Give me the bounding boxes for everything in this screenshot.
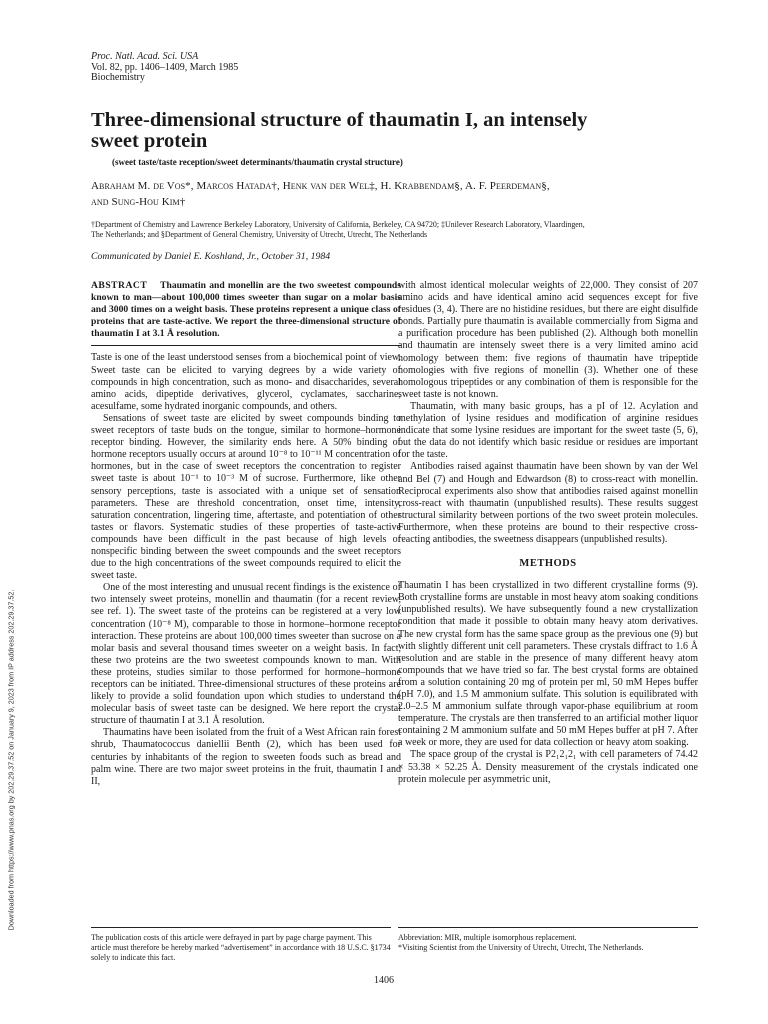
abstract	[91, 280, 401, 340]
article-title	[91, 110, 651, 152]
journal-name: Proc. Natl. Acad. Sci. USA	[91, 51, 199, 62]
visiting-scientist-footnote: *Visiting Scientist from the University of Utrecht, Utrecht, The Netherlands.	[398, 943, 644, 952]
journal-header	[91, 52, 238, 84]
paragraph: One of the most interesting and unusual recent findings is the existence of two intensely sweet proteins, monellin and thaumatin (for a recent review, see ref. 1). The sweet taste of the proteins can be registered at a very low concentration (10⁻⁸ M), comparable to those in hormone–hormone receptor interaction. These proteins are about 100,000 times sweeter than sucrose on a molar basis and several thousand times sweeter on a weight basis. In fact, these two proteins are the two sweetest compounds known to man. With these proteins, studies similar to those performed for hormone–hormone receptors can be initiated. Three-dimensional structures of these proteins are likely to provide a solid foundation upon which studies to understand the molecular basis of sweet taste can be designed. We here report the crystal structure of thaumatin I at 3.1 Å resolution.	[91, 582, 401, 727]
abbreviation-footnote: Abbreviation: MIR, multiple isomorphous replacement.	[398, 933, 577, 942]
paragraph: Thaumatins have been isolated from the fruit of a West African rain forest shrub, Thaumatococcus daniellii Benth (2), which has been used for centuries by inhabitants of the region to sweeten foods such as bread and palm wine. There are two major sweet proteins in the fruit, thaumatin I and II,	[91, 727, 401, 787]
journal-section: Biochemistry	[91, 72, 145, 83]
methods-heading: METHODS	[519, 558, 577, 570]
abstract-label: ABSTRACT	[91, 280, 148, 291]
paragraph: Sensations of sweet taste are elicited by sweet compounds binding to sweet receptors of taste buds on the tongue, similar to hormone–hormone receptor binding. However, the similarity ends here. A 50% binding of hormone receptors usually occurs at around 10⁻⁸ to 10⁻¹¹ M concentration of hormones, but in the case of sweet receptors the concentration to register sweet taste is about 10⁻¹ to 10⁻³ M of sucrose. Furthermore, like other sensory perceptions, taste is associated with a unique set of sensation parameters. These are threshold concentration, onset time, intensity, saturation concentration, lingering time, aftertaste, and potentiation of other tastes or flavors. Systematic studies of these properties of taste-active compounds have been difficult in the past because of high levels of nonspecific binding between the sweet compounds and the sweet receptors due to the high concentrations of the sweet compounds required to elicit the sweet taste.	[91, 412, 401, 582]
footnotes	[398, 927, 698, 953]
paragraph: with almost identical molecular weights of 22,000. They consist of 207 amino acids and have identical amino acid sequences except for five residues (3, 4). There are no histidine residues, but there are eight disulfide bonds. Partially pure thaumatin is available commercially from Sigma and a purification procedure has been published (2). Although both monellin and thaumatin are intensely sweet there is a very limited amino acid homology between them: five regions of thaumatin have tripeptide homologies with five regions of monellin (3). Whether one of these homologous tripeptides or any combination of them is responsible for the sweet taste is not known.	[398, 280, 698, 400]
affiliations	[91, 220, 711, 240]
paragraph: Antibodies raised against thaumatin have been shown by van der Wel and Bel (7) and Hough and Edwardson (8) to cross-react with monellin. Reciprocal experiments also show that antibodies raised against monellin cross-react with thaumatin (unpublished results). These results suggest structural similarity between portions of the two sweet protein molecules. Furthermore, when these proteins are bound to their respective cross-reacting antibodies, the sweetness disappears (unpublished results).	[398, 461, 698, 545]
left-column	[91, 280, 401, 788]
authors	[91, 179, 711, 210]
authors-line-1: Abraham M. de Vos*, Marcos Hatada†, Henk van der Wel‡, H. Krabbendam§, A. F. Peerdeman§,	[91, 180, 550, 192]
publication-costs-footnote: The publication costs of this article were defrayed in part by page charge payment. This article must therefore be hereby marked “advertisement” in accordance with 18 U.S.C. §1734 solely to indicate this fact.	[91, 927, 391, 963]
keywords: (sweet taste/taste reception/sweet determinants/thaumatin crystal structure)	[112, 157, 403, 167]
title-line-1: Three-dimensional structure of thaumatin I, an intensely	[91, 109, 588, 131]
download-notice: Downloaded from https://www.pnas.org by 202.29.37.52 on January 9, 2023 from IP address 202.29.37.52.	[6, 589, 16, 931]
communicated-by: Communicated by Daniel E. Koshland, Jr., October 31, 1984	[91, 251, 331, 262]
authors-line-2: and Sung-Hou Kim†	[91, 195, 186, 208]
paragraph: The space group of the crystal is P2₁2₁2₁ with cell parameters of 74.42 × 53.38 × 52.25 Å. Density measurement of the crystals indicated one protein molecule per asymmetric unit,	[398, 749, 698, 785]
paragraph: Taste is one of the least understood senses from a biochemical point of view. Sweet taste can be elicited to varying degrees by a wide variety of compounds in high concentration, such as mono- and disaccharides, several amino acids, dipeptide derivatives, glycerol, cyclamates, saccharine, acesulfame, some hydrated inorganic compounds, and others.	[91, 352, 401, 412]
paragraph: Thaumatin, with many basic groups, has a pI of 12. Acylation and methylation of lysine residues and modification of arginine residues indicate that some lysine residues are important for the sweet taste (5, 6), but the data do not identify which basic residue or residues are important for the taste.	[398, 400, 698, 461]
affiliation-line-1: †Department of Chemistry and Lawrence Berkeley Laboratory, University of California, Berkeley, CA 94720; ‡Unilever Research Laboratory, Vlaardingen,	[91, 220, 585, 229]
abstract-text: Thaumatin and monellin are the two sweetest compounds known to man—about 100,000 times sweeter than sugar on a molar basis and 3000 times on a weight basis. These proteins represent a unique class of proteins that are taste-active. We report the three-dimensional structure of thaumatin I at 3.1 Å resolution.	[91, 280, 402, 340]
journal-volume: Vol. 82, pp. 1406–1409, March 1985	[91, 61, 239, 73]
title-line-2: sweet protein	[91, 130, 208, 152]
page-number: 1406	[374, 975, 394, 986]
affiliation-line-2: The Netherlands; and §Department of General Chemistry, University of Utrecht, Utrecht, The Netherlands	[91, 230, 428, 239]
right-column	[398, 280, 698, 786]
abstract-divider	[91, 345, 401, 346]
download-sidebar	[4, 500, 18, 1020]
paragraph: Thaumatin I has been crystallized in two different crystalline forms (9). Both crystalline forms are unstable in most heavy atom soaking conditions (unpublished results). We have subsequently found a new crystallization condition that made it possible to obtain many heavy atom derivatives. The new crystal form has the same space group as the previous one (9) but with slightly different unit cell parameters. These crystals diffract to 1.6 Å resolution and are stable in the presence of many different heavy atom compounds that we have tried so far. The best crystal forms are obtained from a solution containing 20 mg of protein per ml, 50 mM Hepes buffer (pH 7.0), and 1.5 M ammonium sulfate. This solution is equilibrated with 2.0–2.5 M ammonium sulfate through vapor-phase equilibrium at room temperature. The crystals are then transferred to an artificial mother liquor containing 2 M ammonium sulfate and 50 mM Hepes buffer at pH 7. After a week or more, they are used for data collection or heavy atom soaking.	[398, 580, 698, 749]
